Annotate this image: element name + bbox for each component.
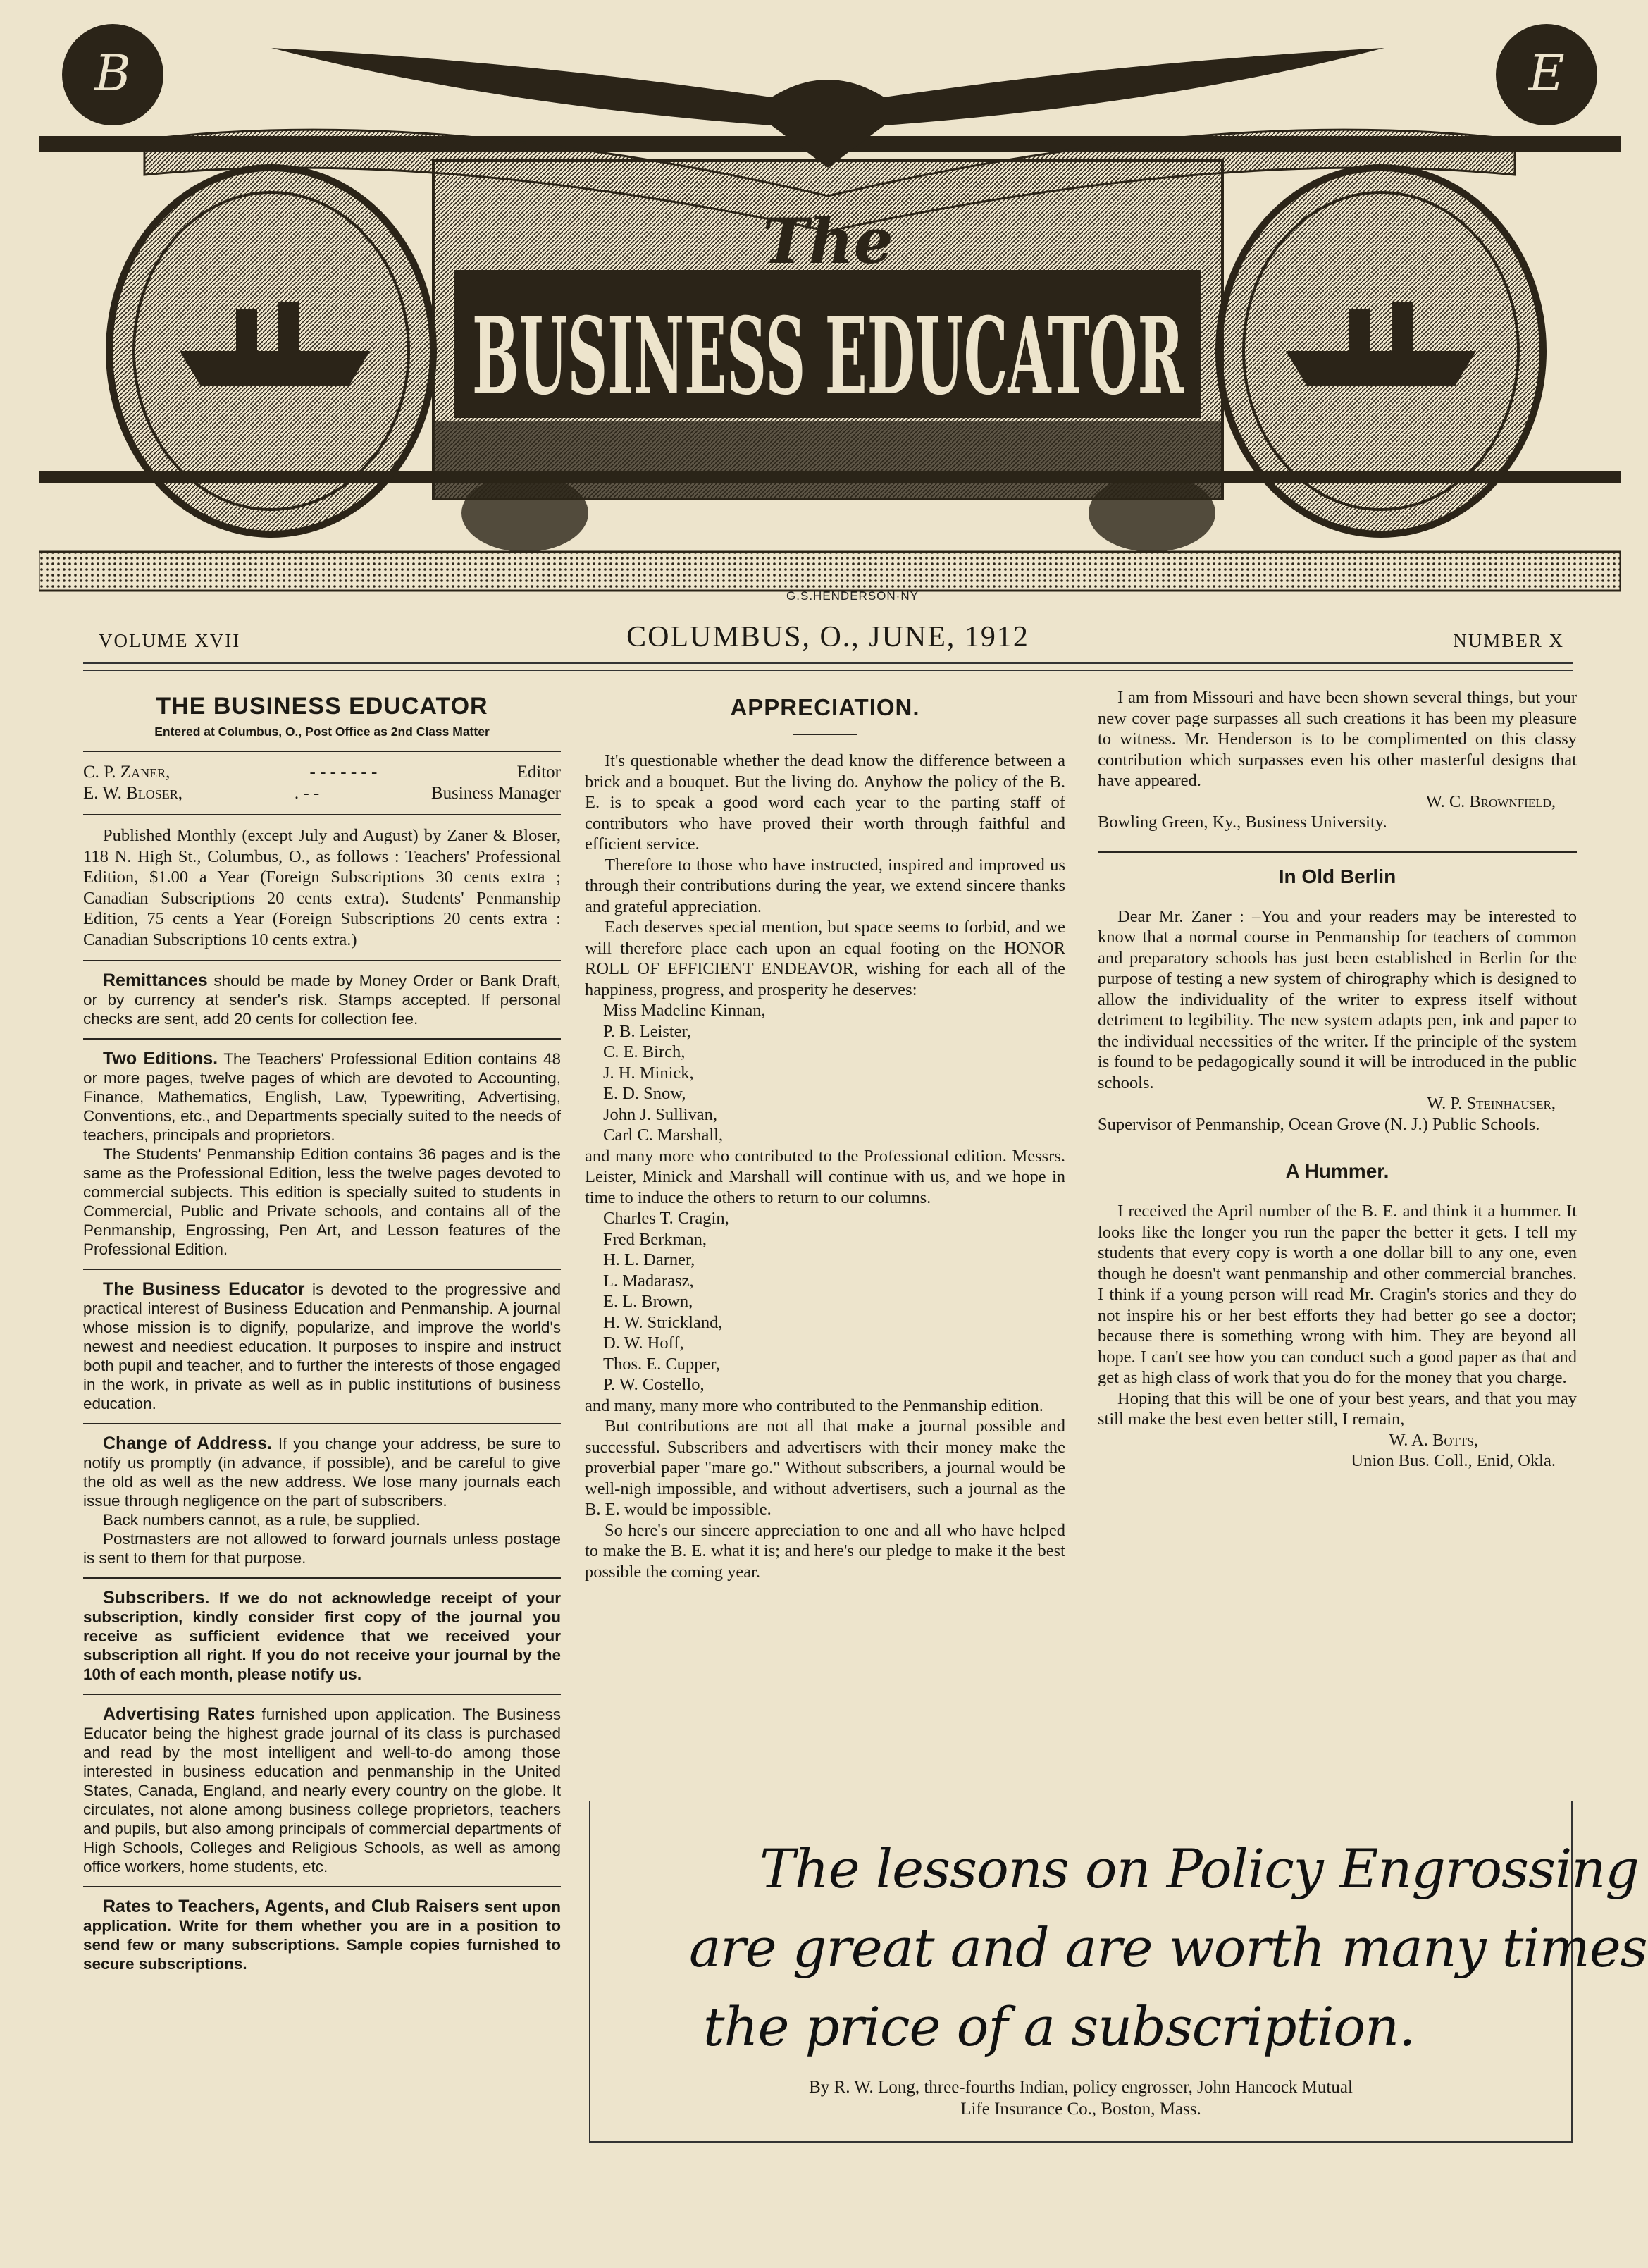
svg-text:B: B: [94, 44, 131, 102]
contributor-name: Thos. E. Cupper,: [603, 1354, 720, 1374]
subscribers-notice: [83, 1589, 561, 1684]
issue-date: COLUMBUS, O., JUNE, 1912: [626, 621, 1029, 653]
signature-brownfield: W. C. Brownfield,: [1425, 791, 1556, 811]
letter-hummer-closing: Hoping that this will be one of your best years, and that you may still make the best even better still, I remain,: [1098, 1388, 1577, 1429]
manager-line: [83, 783, 561, 804]
devoted-text: is devoted to the progressive and practical interest of Business Education and Penmanship. A journal whose mission is to dignify, popularize, and improve the world's newest and neediest education. It purposes to inspire and instruct both pupil and teacher, and to further the interests of those engaged in the work, in private as well as in public institutions of business education.: [83, 1281, 561, 1412]
signature-botts-place: Union Bus. Coll., Enid, Okla.: [1351, 1451, 1556, 1470]
berlin-heading: In Old Berlin: [1278, 865, 1396, 887]
advertising-text: furnished upon application. The Business Educator being the highest grade journal of its class is purchased and read by the most intelligent and well-to-do among those interested in business education and penmanship in the United States, Canada, England, and nearly every country on the globe. It circulates, not alone among business college proprietors, teachers and pupils, but also among principals of commercial departments of High Schools, Colleges and Religious Schools, as well as among office workers, home students, etc.: [83, 1706, 561, 1875]
advertising-notice: [83, 1705, 561, 1876]
contributor-name: P. B. Leister,: [603, 1021, 691, 1041]
editor-line: [83, 762, 561, 783]
dateline: [85, 620, 1571, 655]
two-editions-text2: The Students' Penmanship Edition contains 36 pages and is the same as the Professional Edition, less the twelve pages devoted to commercial subjects. This edition is specially suited to students in Commercial, Public and Private schools, and contains all of the Penmanship, Engrossing, Pen Art, and Lesson features of the Professional Edition.: [83, 1145, 561, 1258]
divider: [83, 751, 561, 752]
script-line-3: the price of a subscription.: [703, 1995, 1415, 2058]
masthead-the: The: [762, 204, 893, 278]
divider: [83, 1694, 561, 1695]
devoted-notice: [83, 1280, 561, 1413]
manager-name: E. W. Bloser,: [83, 784, 183, 803]
rates-lead: Rates to Teachers, Agents, and Club Raisers: [103, 1897, 480, 1916]
contributor-name: E. L. Brown,: [603, 1292, 693, 1311]
svg-text:E: E: [1528, 44, 1565, 102]
editor-dots: - - - - - - -: [309, 763, 378, 782]
editor-role: Editor: [516, 763, 561, 782]
contributor-name: J. H. Minick,: [603, 1063, 694, 1083]
contributor-name: Fred Berkman,: [603, 1229, 707, 1249]
contributor-name: C. E. Birch,: [603, 1042, 686, 1061]
contributor-name: Miss Madeline Kinnan,: [603, 1001, 766, 1020]
professional-contributors: [585, 1000, 1065, 1146]
signature-steinhauser: W. P. Steinhauser,: [1427, 1094, 1556, 1113]
signature-steinhauser-place: Supervisor of Penmanship, Ocean Grove (N. J.) Public Schools.: [1098, 1114, 1540, 1134]
volume-label: VOLUME XVII: [99, 630, 241, 651]
rates-notice: [83, 1897, 561, 1973]
appreciation-p3: Each deserves special mention, but space seems to forbid, and we will therefore place each upon an equal footing on the HONOR ROLL OF EFFICIENT ENDEAVOR, wishing for each all of the happiness, progress, and prosperity he deserves:: [585, 918, 1065, 999]
script-line-1: The lessons on Policy Engrossing: [760, 1837, 1639, 1900]
remittances-text: should be made by Money Order or Bank Draft, or by currency at sender's risk. Stamps accepted. If personal checks are sent, add 20 cents for collection fee.: [83, 972, 561, 1028]
letter-berlin: Dear Mr. Zaner : –You and your readers may be interested to know that a normal course in Penmanship for teachers of common and preparatory schools has just been established in Berlin for the purpose of testing a new system of chirography which is designed to allow the individuality of the writer to express itself without detriment to legibility. The new system adapts pen, ink and paper to the individual necessities of the writer. If the principle of the system is found to be pedagogically sound it will be introduced in the public schools.: [1098, 906, 1577, 1092]
masthead-title: BUSINESS EDUCATOR: [472, 295, 1184, 419]
entered-notice: Entered at Columbus, O., Post Office as 2nd Class Matter: [154, 725, 490, 739]
publication-title: THE BUSINESS EDUCATOR: [156, 693, 488, 720]
column-letters: [1098, 687, 1577, 1472]
short-rule: [793, 734, 857, 735]
column-publication-info: [83, 687, 561, 1973]
penmanship-contributors: [585, 1208, 1065, 1395]
engrossing-testimonial-box: [589, 1801, 1647, 2143]
postmasters-notice: Postmasters are not allowed to forward journals unless postage is sent to them for that purpose.: [83, 1530, 561, 1567]
engraver-signature: G.S.HENDERSON·NY: [786, 589, 919, 603]
signature-brownfield-place: Bowling Green, Ky., Business University.: [1098, 813, 1387, 832]
letter-missouri: I am from Missouri and have been shown several things, but your new cover page surpasses all such creations it has been my pleasure to witness. Mr. Henderson is to be complimented on this classy contribution which surpasses even his other masterful designs that have appeared.: [1098, 688, 1577, 790]
rates-text: sent upon application. Write for them whether you are in a position to send few or many subscriptions. Sample copies furnished to secure subscriptions.: [83, 1898, 561, 1973]
credit-line-2: Life Insurance Co., Boston, Mass.: [960, 2100, 1201, 2119]
appreciation-p5: and many, many more who contributed to the Penmanship edition.: [585, 1395, 1043, 1415]
contributor-name: P. W. Costello,: [603, 1375, 705, 1394]
advertising-lead: Advertising Rates: [103, 1704, 255, 1724]
manager-role: Business Manager: [431, 784, 561, 803]
contributor-name: H. W. Strickland,: [603, 1312, 723, 1332]
divider: [83, 1269, 561, 1270]
change-address-lead: Change of Address.: [103, 1434, 273, 1453]
two-editions-text: The Teachers' Professional Edition contains 48 or more pages, twelve pages of which are devoted to Accounting, Finance, Mathematics, English, Law, Typewriting, Advertising, Conventions, etc., and Departments specially suited to the needs of teachers, principals and proprietors.: [83, 1050, 561, 1144]
credit-line-1: By R. W. Long, three-fourths Indian, policy engrosser, John Hancock Mutual: [809, 2078, 1353, 2097]
script-credit: [590, 2076, 1571, 2120]
appreciation-p2: Therefore to those who have instructed, inspired and improved us through their contributions during the year, we extend sincere thanks and grateful appreciation.: [585, 855, 1065, 916]
signature-botts: W. A. Botts,: [1389, 1430, 1478, 1450]
contributor-name: L. Madarasz,: [603, 1271, 694, 1290]
remittances-notice: [83, 971, 561, 1028]
script-lines: [647, 1830, 1647, 2066]
two-editions-notice: [83, 1049, 561, 1145]
dateline-rule-bottom: [83, 670, 1573, 671]
divider: [83, 1886, 561, 1887]
subscribers-text: If we do not acknowledge receipt of your subscription, kindly consider first copy of the journal you receive as sufficient evidence that we received your subscription all right. If you do not receive your journal by the 10th of each month, please notify us.: [83, 1589, 561, 1683]
dateline-rule-top: [83, 662, 1573, 664]
appreciation-heading: APPRECIATION.: [730, 694, 920, 720]
devoted-lead: The Business Educator: [103, 1279, 305, 1299]
appreciation-p4: and many more who contributed to the Professional edition. Messrs. Leister, Minick and Marshall will continue with us, and we hope in time to induce the others to return to our columns.: [585, 1146, 1065, 1207]
script-line-2: are great and are worth many times: [689, 1916, 1647, 1979]
back-numbers-notice: Back numbers cannot, as a rule, be supplied.: [103, 1511, 421, 1529]
contributor-name: John J. Sullivan,: [603, 1104, 717, 1124]
divider: [83, 1038, 561, 1040]
appreciation-p6: But contributions are not all that make a journal possible and successful. Subscribers and advertisers with their money make the proverbial paper "mare go." Without subscribers, a journal would be well-nigh impossible, and without advertisers, such a journal as the B. E. would be impossible.: [585, 1417, 1065, 1519]
contributor-name: Carl C. Marshall,: [603, 1126, 724, 1145]
divider: [83, 1423, 561, 1424]
published-notice: Published Monthly (except July and August) by Zaner & Bloser, 118 N. High St., Columbus, O., as follows : Teachers' Professional Edition, $1.00 a Year (Foreign Subscriptions 30 cents extra ; Canadian Subscriptions 20 cents extra). Students' Penmanship Edition, 75 cents a Year (Foreign Subscriptions 20 cents extra : Canadian Subscriptions 10 cents extra.): [83, 826, 561, 949]
divider: [83, 1577, 561, 1579]
change-address-notice: [83, 1434, 561, 1510]
issue-number: NUMBER X: [1453, 630, 1564, 651]
masthead-illustration: [39, 20, 1621, 599]
appreciation-p1: It's questionable whether the dead know the difference between a brick and a bouquet. But the living do. Anyhow the policy of the B. E. is to speak a good word each year to the parting staff of contributors who have proved their worth through faithful and efficient service.: [585, 751, 1065, 853]
contributor-name: D. W. Hoff,: [603, 1333, 684, 1352]
divider: [83, 814, 561, 815]
letter-hummer: I received the April number of the B. E. and think it a hummer. It looks like the longer you run the paper the better it gets. I tell my students that every copy is worth a one dollar bill to any one, even though he doesn't want penmanship and other commercial branches. I think if a young person will read Mr. Cragin's stories and they do not inspire his or her best efforts they had better go see a doctor; because there is something wrong with him. They are beyond all hope. I can't see how you can conduct such a good paper as that and get as high class of work that you do for the money that you charge.: [1098, 1202, 1577, 1387]
manager-dots: . - -: [294, 784, 320, 803]
two-editions-lead: Two Editions.: [103, 1049, 218, 1068]
subscribers-lead: Subscribers.: [103, 1588, 210, 1608]
divider: [1098, 851, 1577, 853]
contributor-name: H. L. Darner,: [603, 1250, 695, 1269]
remittances-lead: Remittances: [103, 970, 208, 990]
editor-name: C. P. Zaner,: [83, 763, 171, 782]
appreciation-p7: So here's our sincere appreciation to one and all who have helped to make the B. E. what it is; and here's our pledge to make it the best possible the coming year.: [585, 1520, 1065, 1582]
divider: [83, 960, 561, 961]
column-appreciation: [585, 687, 1065, 1582]
hummer-heading: A Hummer.: [1285, 1160, 1389, 1182]
contributor-name: E. D. Snow,: [603, 1084, 686, 1103]
change-address-text: If you change your address, be sure to notify us promptly (in advance, if possible), and be careful to give the old as well as the new address. We lose many journals each issue through negligence on the part of subscribers.: [83, 1435, 562, 1510]
contributor-name: Charles T. Cragin,: [603, 1209, 729, 1228]
